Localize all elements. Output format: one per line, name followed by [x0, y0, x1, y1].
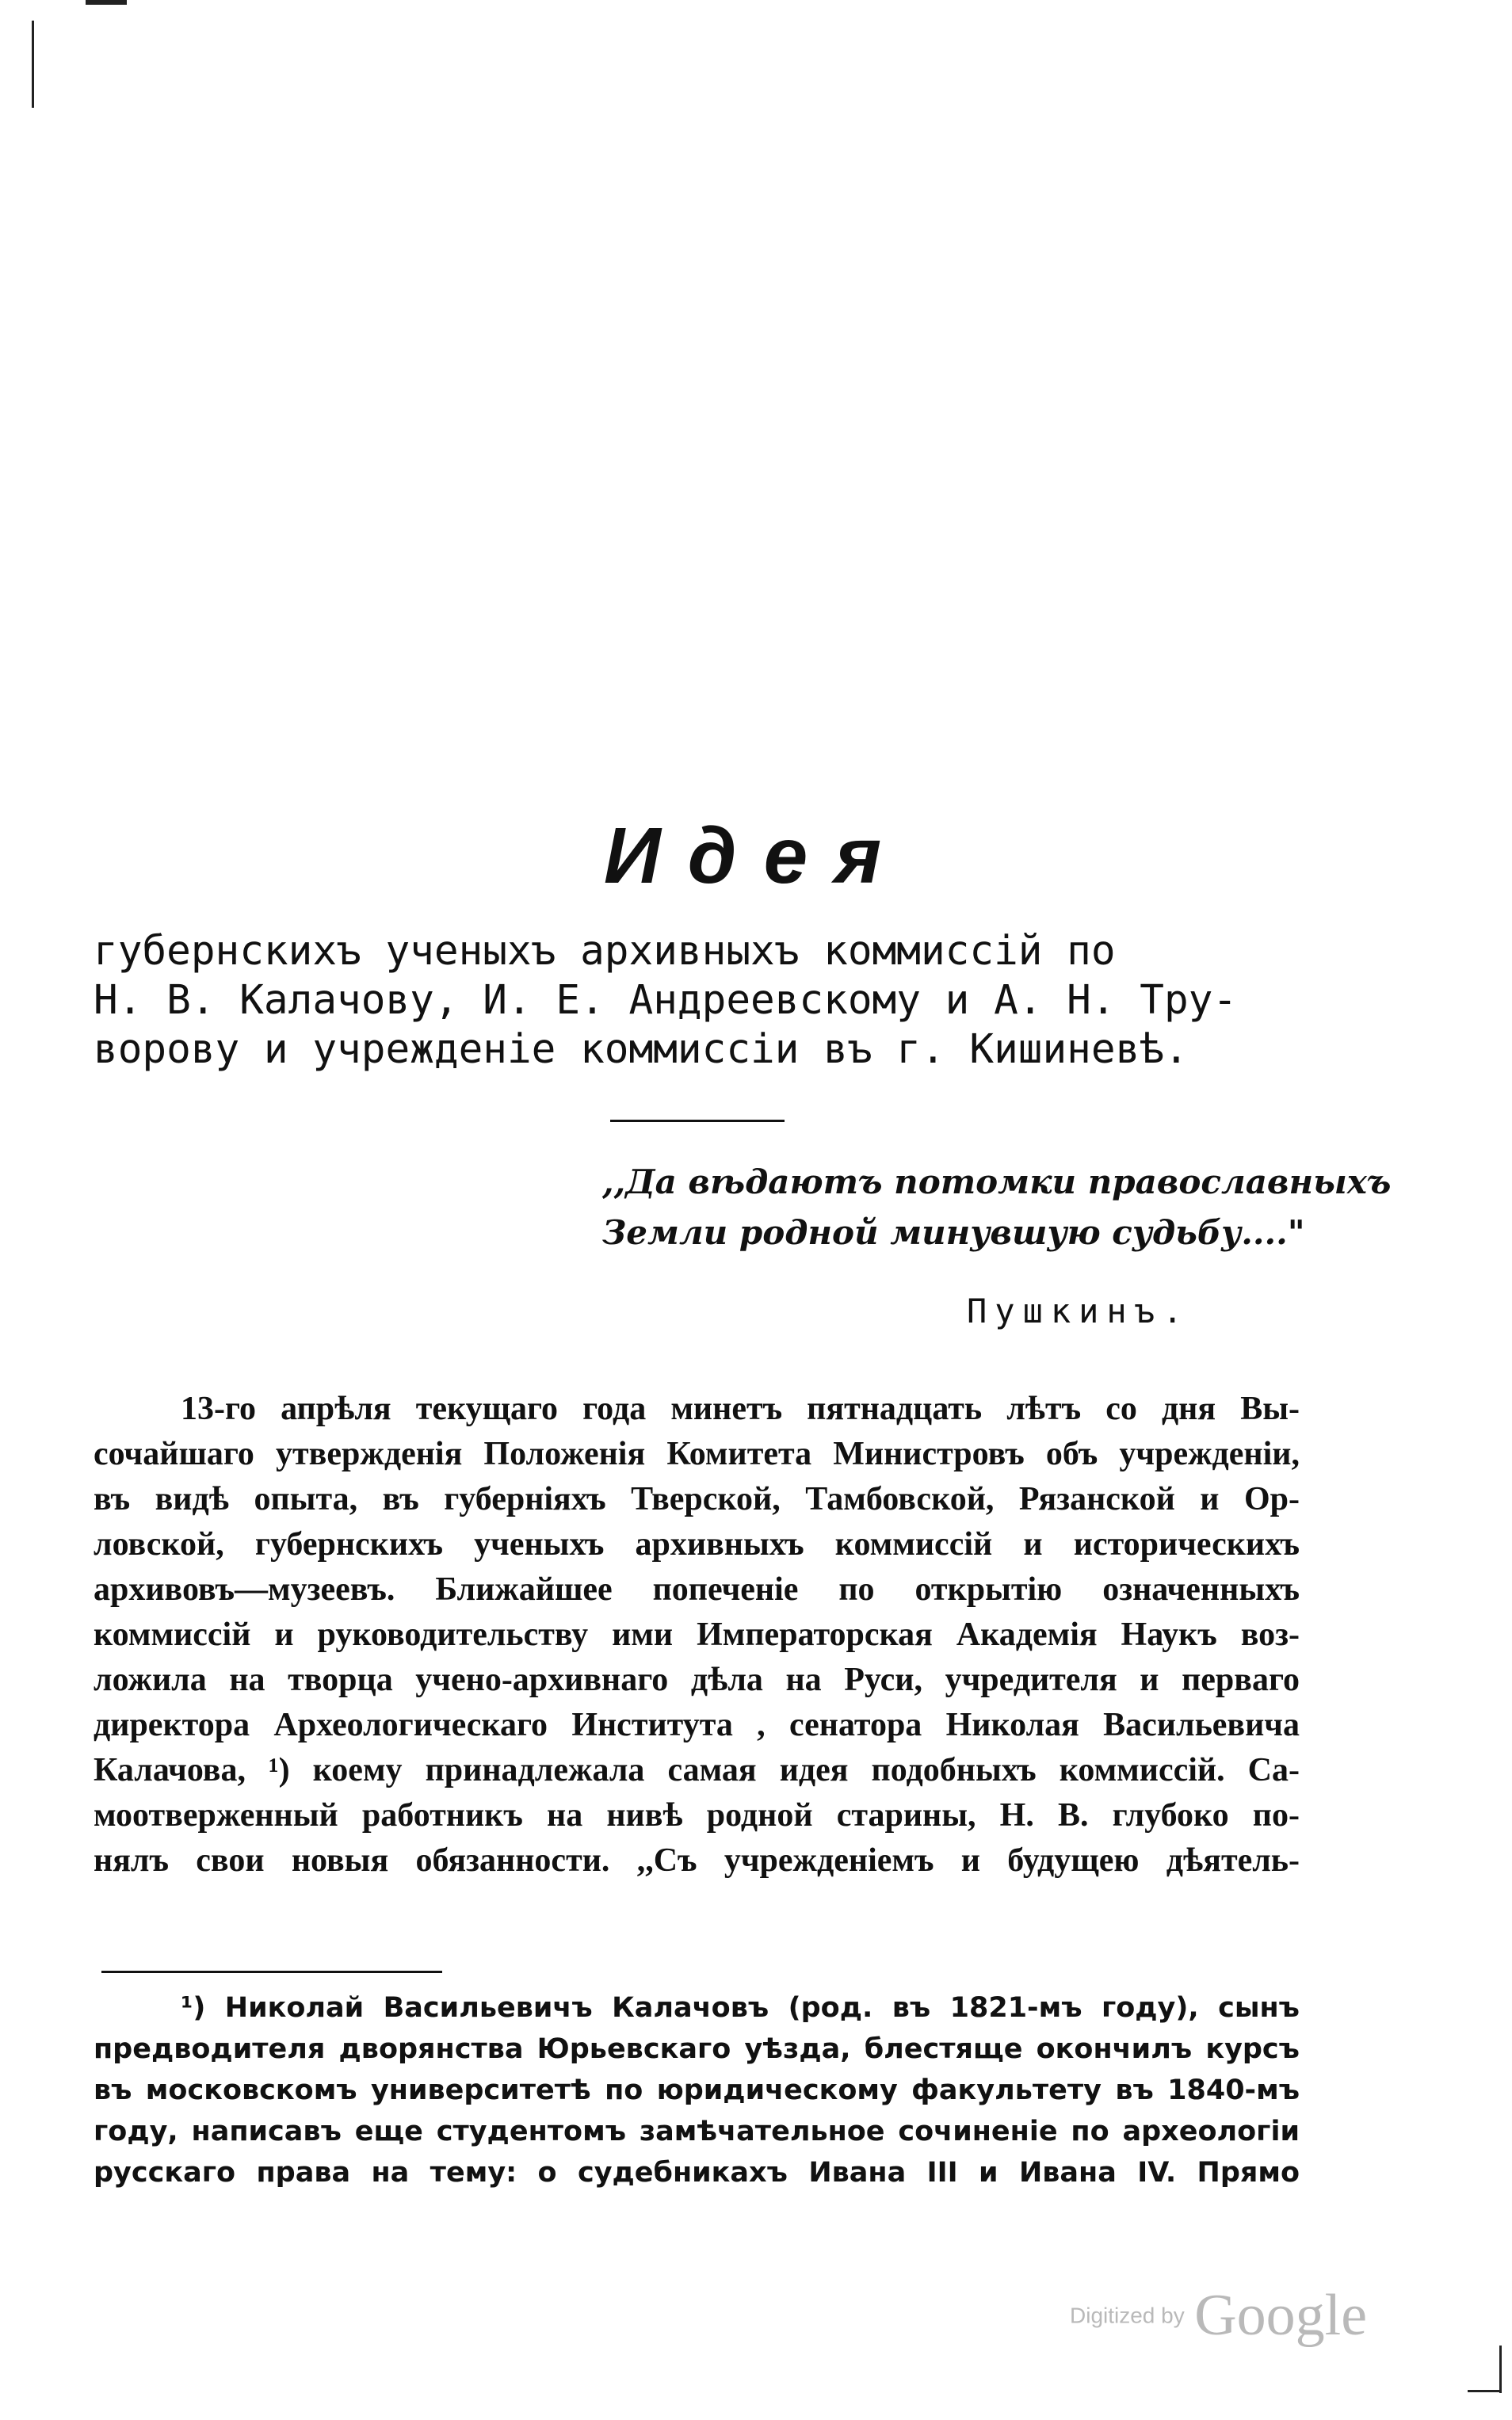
body-line: въ видѣ опыта, въ губерніяхъ Тверской, Тамбовской, Рязанской и Ор-	[94, 1481, 1300, 1517]
body-line: сочайшаго утвержденія Положенія Комитета Министровъ объ учрежденіи,	[94, 1436, 1300, 1472]
body-line: архивовъ—музеевъ. Ближайшее попеченіе по открытію означенныхъ	[94, 1571, 1300, 1608]
footnote-line: русскаго права на тему: о судебникахъ Ивана III и Ивана IV. Прямо	[94, 2157, 1300, 2189]
body-line: директора Археологическаго Института , сенатора Николая Васильевича	[94, 1707, 1300, 1743]
footnote	[94, 1987, 1300, 2193]
subtitle-line: Н. В. Калачову, И. Е. Андреевскому и А. Н. Тру-	[94, 977, 1238, 1024]
watermark-logo-text: Google	[1194, 2283, 1368, 2348]
footnote-line: ¹) Николай Васильевичъ Калачовъ (род. въ 1821-мъ году), сынъ	[181, 1992, 1300, 2024]
body-line: Калачова, ¹) коему принадлежала самая идея подобныхъ коммиссій. Са-	[94, 1752, 1300, 1788]
page-title: Идея	[603, 811, 909, 900]
epigraph-line: ,,Да вѣдаютъ потомки православныхъ	[602, 1162, 1392, 1201]
footnote-line: году, написавъ еще студентомъ замѣчательное сочиненіе по археологіи	[94, 2116, 1300, 2147]
page-subtitle	[94, 927, 1298, 1074]
body-text	[94, 1387, 1300, 1884]
epigraph	[602, 1157, 1392, 1258]
footnote-divider	[101, 1971, 442, 1973]
body-line: 13-го апрѣля текущаго года минетъ пятнадцать лѣтъ со дня Вы-	[181, 1391, 1300, 1427]
scan-artifact-corner-horizontal	[1468, 2390, 1501, 2392]
body-line: коммиссій и руководительству ими Императорская Академія Наукъ воз-	[94, 1617, 1300, 1653]
body-line: ловской, губернскихъ ученыхъ архивныхъ коммиссій и историческихъ	[94, 1526, 1300, 1563]
scan-artifact-corner-vertical	[1499, 2346, 1502, 2393]
watermark-small-text: Digitized by	[1070, 2303, 1185, 2328]
subtitle-line: губернскихъ ученыхъ архивныхъ коммиссій по	[94, 928, 1116, 975]
subtitle-line: ворову и учрежденіе коммиссіи въ г. Кишиневѣ.	[94, 1026, 1189, 1073]
body-line: нялъ свои новыя обязанности. ,,Съ учрежденіемъ и будущею дѣятель-	[94, 1842, 1300, 1879]
epigraph-line: Земли родной минувшую судьбу...."	[602, 1213, 1305, 1252]
body-line: ложила на творца учено-архивнаго дѣла на Руси, учредителя и перваго	[94, 1662, 1300, 1698]
body-line: моотверженный работникъ на нивѣ родной старины, Н. В. глубоко по-	[94, 1797, 1300, 1834]
footnote-line: въ московскомъ университетѣ по юридическому факультету въ 1840-мъ	[94, 2075, 1300, 2106]
footnote-line: предводителя дворянства Юрьевскаго уѣзда, блестяще окончилъ курсъ	[94, 2033, 1300, 2065]
digitization-watermark	[1070, 2282, 1367, 2349]
scan-artifact-left-bar	[32, 21, 34, 108]
title-divider	[610, 1120, 785, 1122]
epigraph-author: Пушкинъ.	[967, 1292, 1191, 1330]
scan-artifact-top	[86, 0, 127, 5]
